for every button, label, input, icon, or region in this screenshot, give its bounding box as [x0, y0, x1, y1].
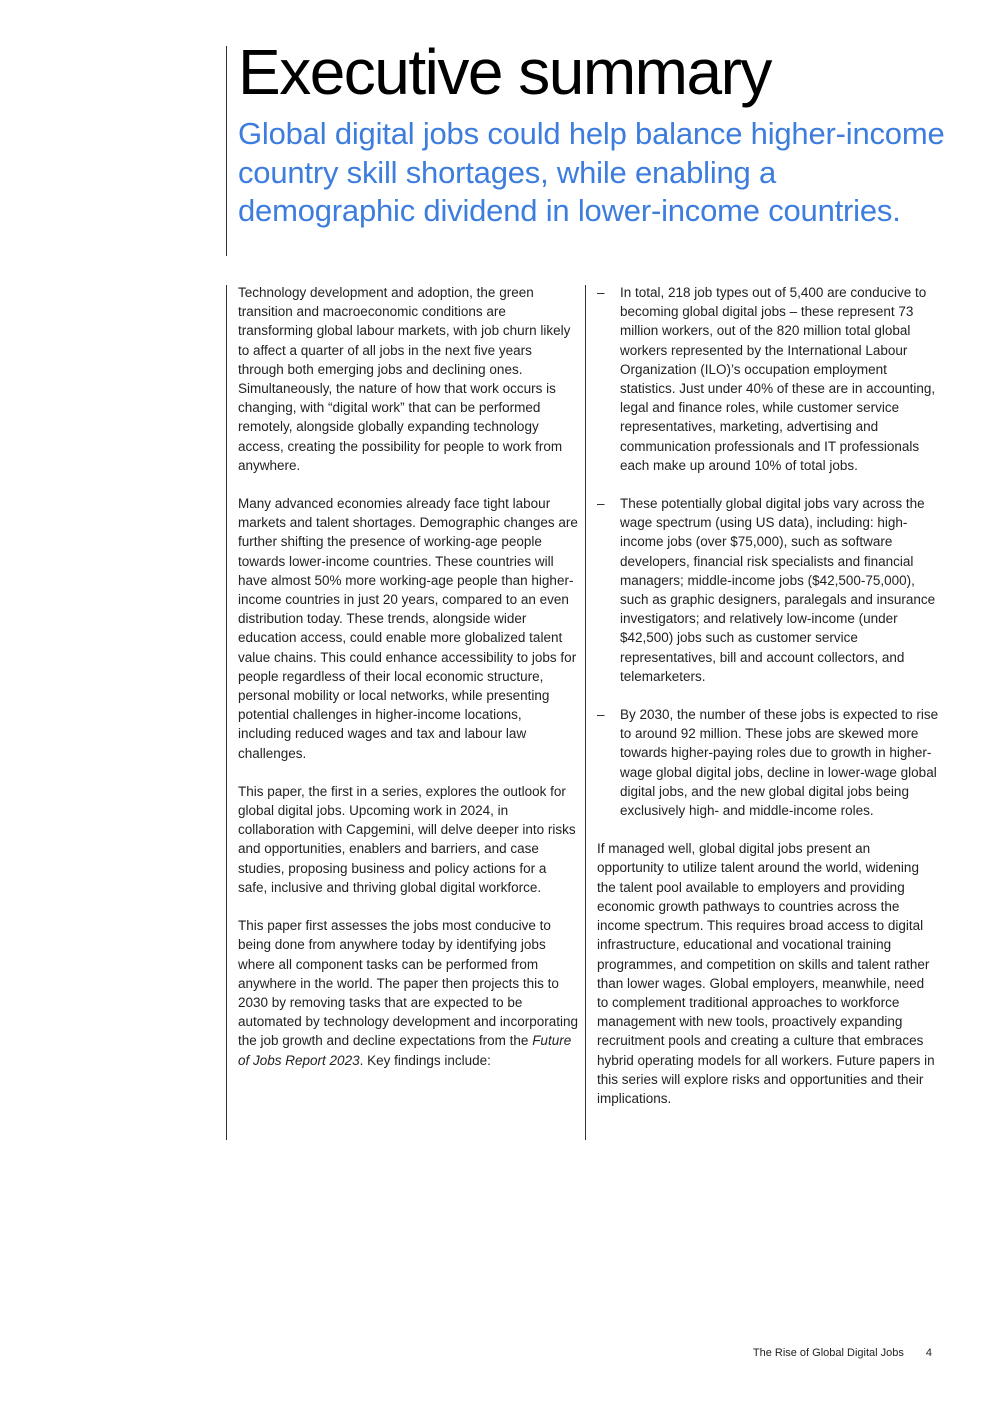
left-column	[238, 283, 578, 1089]
list-item	[597, 494, 939, 686]
list-item-text: These potentially global digital jobs vary across the wage spectrum (using US data), including: high-income jobs (over $75,000), such as software developers, financial risk specialists and financial managers; middle-income jobs ($42,500-75,000), such as graphic designers, paralegals and insurance investigators; and relatively low-income (under $42,500) jobs such as customer service representatives, bill and account collectors, and telemarketers.	[620, 496, 936, 684]
list-item-text: In total, 218 job types out of 5,400 are conducive to becoming global digital jobs – these represent 73 million workers, out of the 820 million total global workers represented by the International Labour Organization (ILO)’s occupation employment statistics. Just under 40% of these are in accounting, legal and finance roles, while customer service representatives, marketing, advertising and communication professionals and IT professionals each make up around 10% of total jobs.	[620, 285, 936, 473]
list-item-text: By 2030, the number of these jobs is expected to rise to around 92 million. These jobs are skewed more towards higher-paying roles due to growth in higher-wage global digital jobs, decline in lower-wage global digital jobs, and the new global digital jobs being exclusively high- and middle-income roles.	[620, 707, 939, 819]
paragraph-key-findings	[238, 916, 578, 1070]
bullet-dash: –	[597, 496, 605, 512]
list-item	[597, 283, 939, 475]
right-column	[597, 283, 939, 1127]
page-footer	[753, 1347, 932, 1359]
report-title-italic: Future of Jobs Report 2023	[238, 1033, 572, 1068]
paragraph-text-end: . Key findings include:	[359, 1052, 491, 1068]
paragraph: This paper, the first in a series, explores the outlook for global digital jobs. Upcoming work in 2024, in collaboration with Capgemini, will delve deeper into risks and opportunities, enablers and barriers, and case studies, proposing business and policy actions for a safe, inclusive and thriving global digital workforce.	[238, 783, 576, 895]
key-findings-list	[597, 283, 939, 820]
bullet-dash: –	[597, 707, 605, 723]
left-column-rule	[226, 285, 227, 1140]
page-title: Executive summary	[238, 36, 771, 108]
paragraph-text: This paper first assesses the jobs most conducive to being done from anywhere today by identifying jobs where all component tasks can be performed from anywhere in the world. The paper then projects this to 2030 by removing tasks that are expected to be automated by technology development and incorporating the job growth and decline expectations from the	[238, 918, 578, 1049]
paragraph: Many advanced economies already face tight labour markets and talent shortages. Demographic changes are further shifting the presence of working-age people towards lower-income countries. These countries will have almost 50% more working-age people than higher-income countries in just 20 years, compared to an even distribution today. These trends, alongside wider education access, could enable more globalized talent value chains. This could enhance accessibility to jobs for people regardless of their local economic structure, personal mobility or local networks, while presenting potential challenges in higher-income locations, including reduced wages and tax and labour law challenges.	[238, 496, 578, 761]
title-vertical-rule	[226, 46, 227, 256]
page-subtitle: Global digital jobs could help balance higher-income country skill shortages, while enabling a demographic dividend in lower-income countries.	[238, 116, 945, 228]
footer-report-title: The Rise of Global Digital Jobs	[752, 1347, 904, 1359]
list-item	[597, 705, 939, 820]
page-number: 4	[925, 1347, 932, 1359]
bullet-dash: –	[597, 285, 605, 300]
right-column-rule	[585, 285, 586, 1140]
closing-paragraph: If managed well, global digital jobs present an opportunity to utilize talent around the world, widening the talent pool available to employers and providing economic growth pathways to countries across the income spectrum. This requires broad access to digital infrastructure, educational and vocational training programmes, and competition on skills and talent rather than lower wages. Global employers, meanwhile, need to complement traditional approaches to workforce management with new tools, proactively expanding recruitment pools and creating a culture that embraces hybrid operating models for all workers. Future papers in this series will explore risks and opportunities and their implications.	[597, 841, 935, 1106]
paragraph: Technology development and adoption, the green transition and macroeconomic conditions are transforming global labour markets, with job churn likely to affect a quarter of all jobs in the next five years through both emerging jobs and declining ones. Simultaneously, the nature of how that work occurs is changing, with “digital work” that can be performed remotely, alongside globally expanding technology access, creating the possibility for people to work from anywhere.	[238, 285, 571, 473]
